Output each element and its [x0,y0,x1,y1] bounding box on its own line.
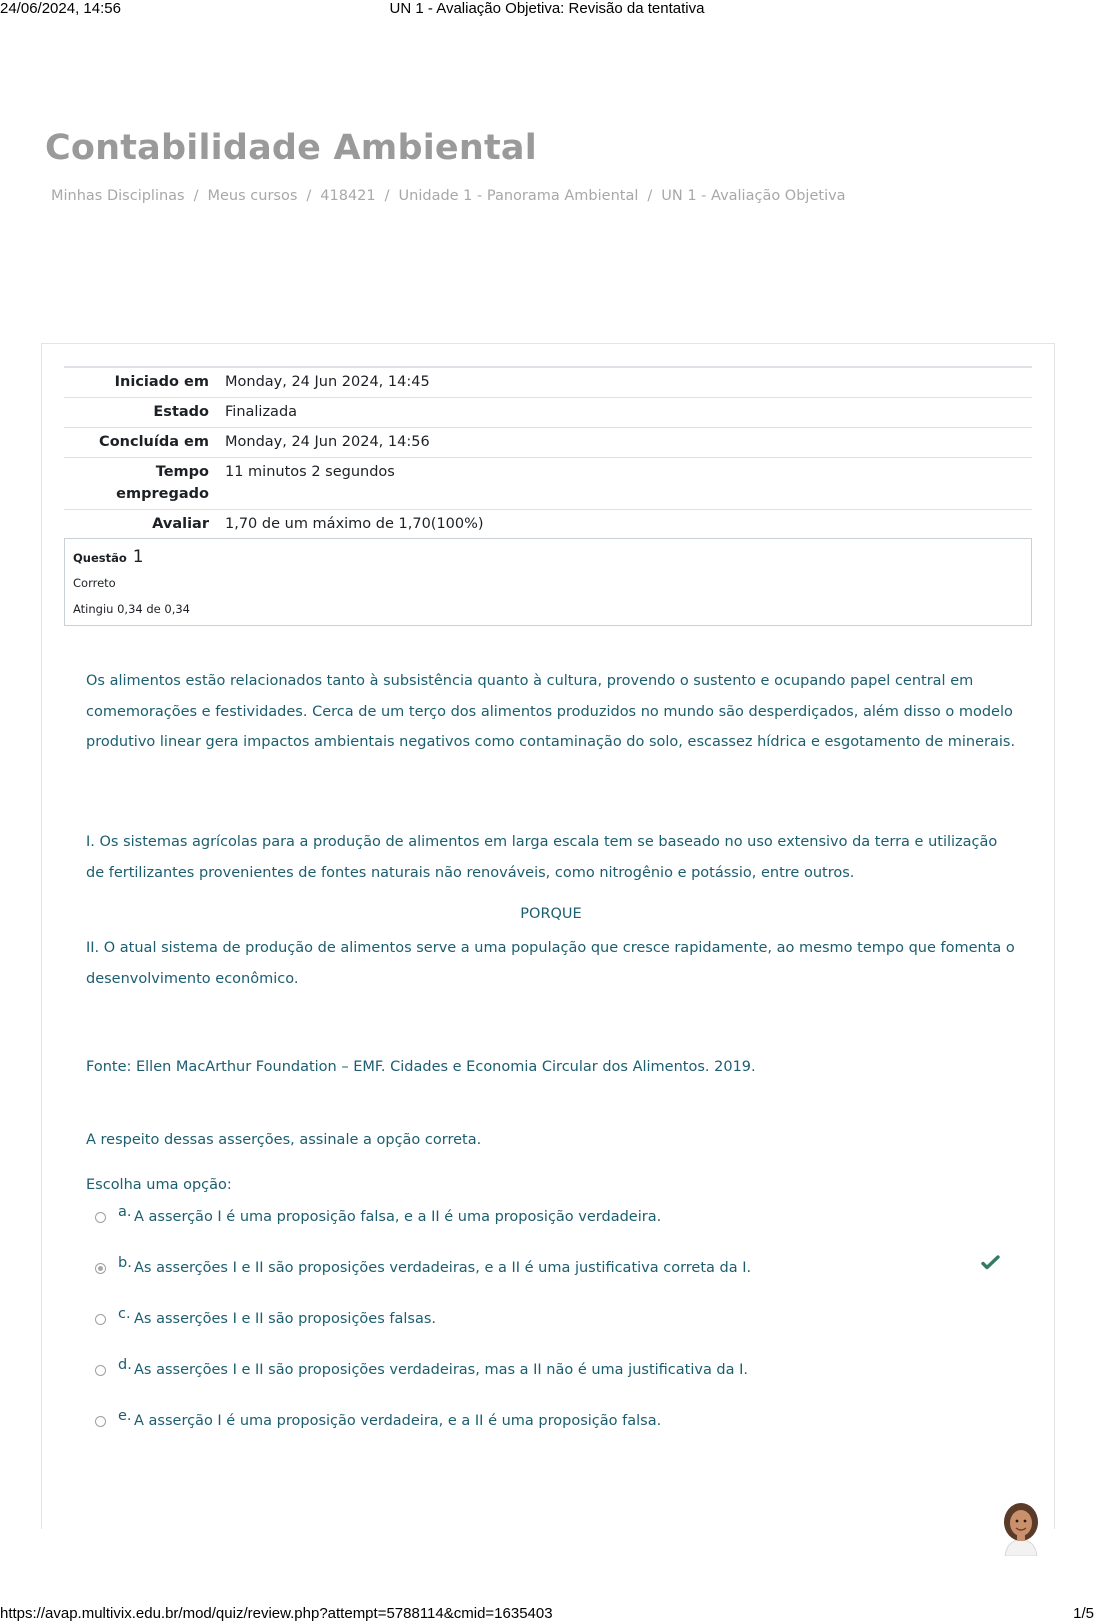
print-url: https://avap.multivix.edu.br/mod/quiz/review.php?attempt=5788114&cmid=1635403 [0,1605,553,1622]
summary-label-line: Tempo [155,464,209,480]
question-source: Fonte: Ellen MacArthur Foundation – EMF. Cidades e Economia Circular dos Alimentos. 2019. [86,1059,756,1075]
breadcrumb [51,188,846,204]
course-title: Contabilidade Ambiental [45,128,537,168]
breadcrumb-separator: / [384,188,390,204]
answer-option-c[interactable] [95,1308,995,1332]
option-text: As asserções I e II são proposições verdadeiras, mas a II não é uma justificativa da I. [134,1362,749,1378]
breadcrumb-separator: / [647,188,653,204]
assertion-connector: PORQUE [520,906,582,922]
print-page-number: 1/5 [1073,1605,1094,1622]
print-datetime: 24/06/2024, 14:56 [0,0,121,17]
answer-option-d[interactable] [95,1359,995,1383]
summary-value: 11 minutos 2 segundos [225,464,395,480]
summary-value: 1,70 de um máximo de 1,70(100%) [225,516,484,532]
breadcrumb-unidade[interactable]: Unidade 1 - Panorama Ambiental [398,188,639,204]
option-letter: e. [118,1408,132,1424]
option-text: A asserção I é uma proposição verdadeira, e a II é uma proposição falsa. [134,1413,662,1429]
breadcrumb-avaliacao[interactable]: UN 1 - Avaliação Objetiva [661,188,846,204]
breadcrumb-separator: / [306,188,312,204]
option-letter: d. [118,1357,132,1373]
question-grade: Atingiu 0,34 de 0,34 [73,602,190,616]
summary-label: Iniciado em [114,374,209,390]
summary-label: Avaliar [152,516,209,532]
summary-value: Finalizada [225,404,298,420]
breadcrumb-minhas-disciplinas[interactable]: Minhas Disciplinas [51,188,185,204]
option-letter: c. [118,1306,131,1322]
summary-value: Monday, 24 Jun 2024, 14:45 [225,374,430,390]
summary-row-time [64,458,1032,510]
question-info-box [64,538,1032,626]
print-page-title: UN 1 - Avaliação Objetiva: Revisão da tentativa [389,0,705,17]
attempt-summary-table [64,366,1032,539]
breadcrumb-course-id[interactable]: 418421 [320,188,376,204]
question-label: Questão [73,551,127,565]
summary-label [64,461,225,505]
radio-button[interactable] [95,1314,106,1325]
radio-button[interactable] [95,1416,106,1427]
assistant-avatar-icon[interactable] [997,1500,1045,1556]
option-letter: b. [118,1255,132,1271]
summary-label: Concluída em [99,434,209,450]
option-letter: a. [118,1204,132,1220]
summary-value: Monday, 24 Jun 2024, 14:56 [225,434,430,450]
summary-row-completed [64,428,1032,458]
radio-button[interactable] [95,1212,106,1223]
summary-label-line: empregado [116,486,209,502]
question-paragraph: Os alimentos estão relacionados tanto à subsistência quanto à cultura, provendo o sustento e ocupando papel central em comemorações e festividades. Cerca de um terço dos alimentos produzidos no mundo são desperdiçados, além disso o modelo produtivo linear gera impactos ambientais negativos como contaminação do solo, escassez hídrica e esgotamento de minerais. [86,673,1016,750]
summary-row-grade [64,510,1032,539]
assertion-1: I. Os sistemas agrícolas para a produção de alimentos em larga escala tem se baseado no uso extensivo da terra e utilização de fertilizantes provenientes de fontes naturais não renováveis, como nitrogênio e potássio, entre outros. [86,834,998,881]
choose-option-label: Escolha uma opção: [86,1177,232,1193]
summary-label: Estado [153,404,209,420]
answer-option-e[interactable] [95,1410,995,1434]
question-state: Correto [73,576,116,590]
radio-button[interactable] [95,1365,106,1376]
summary-row-state [64,398,1032,428]
print-footer [0,1605,1094,1623]
question-number [73,547,144,567]
assertion-2: II. O atual sistema de produção de alimentos serve a uma população que cresce rapidamente, ao mesmo tempo que fomenta o desenvolvimento econômico. [86,940,1015,987]
question-number-value: 1 [132,547,144,567]
print-header [0,0,1094,18]
option-text: As asserções I e II são proposições falsas. [134,1311,436,1327]
radio-button-selected[interactable] [95,1263,106,1274]
summary-row-started [64,368,1032,398]
correct-check-icon [981,1253,1001,1273]
question-prompt: A respeito dessas asserções, assinale a opção correta. [86,1132,482,1148]
answer-option-a[interactable] [95,1206,995,1230]
answer-option-b[interactable] [95,1257,995,1281]
option-text: As asserções I e II são proposições verdadeiras, e a II é uma justificativa correta da I. [134,1260,752,1276]
breadcrumb-meus-cursos[interactable]: Meus cursos [207,188,298,204]
breadcrumb-separator: / [193,188,199,204]
option-text: A asserção I é uma proposição falsa, e a II é uma proposição verdadeira. [134,1209,662,1225]
